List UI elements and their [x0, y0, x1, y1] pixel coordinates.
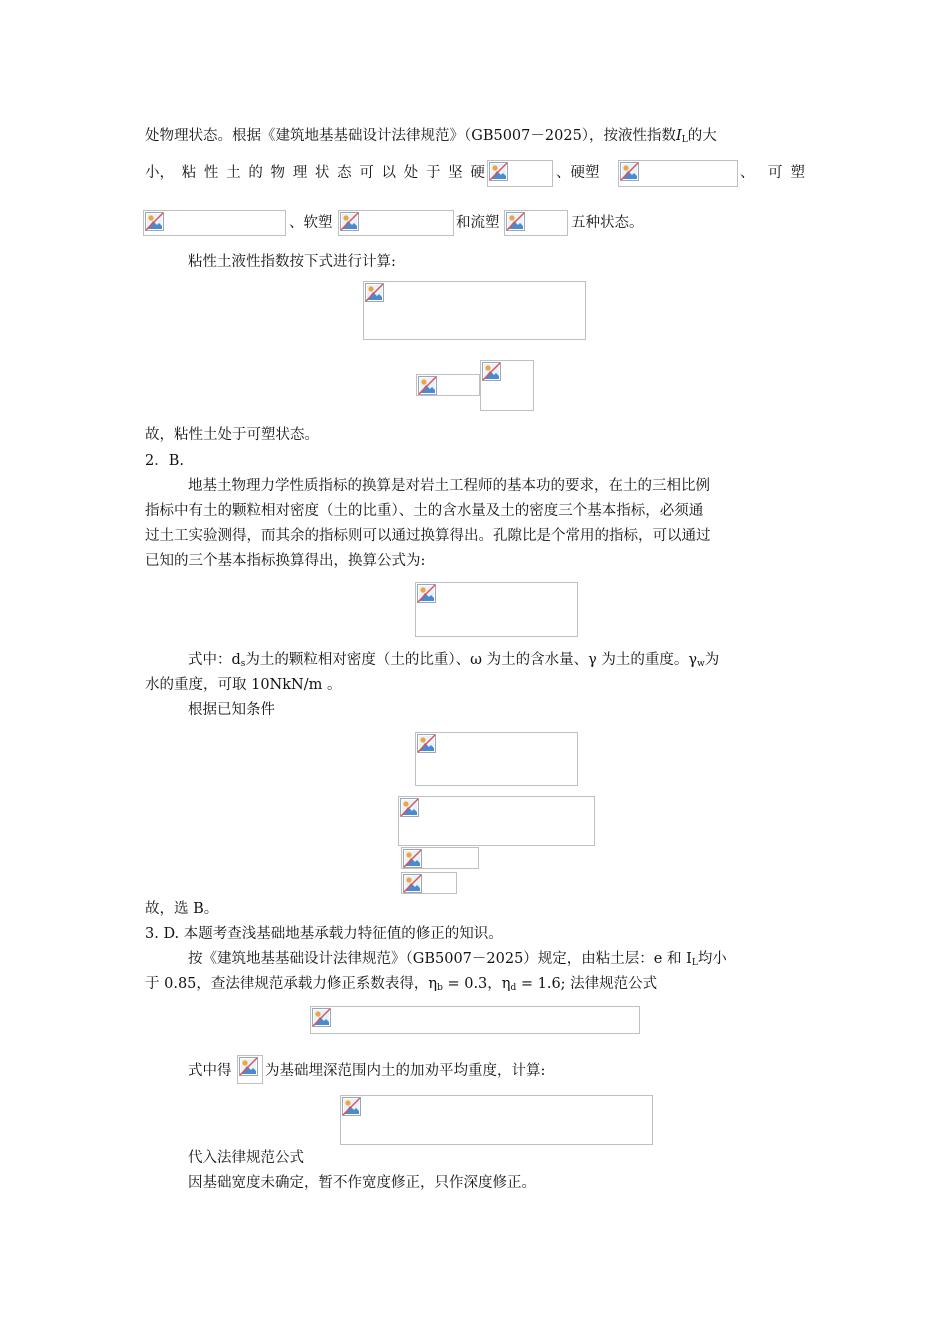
broken-image-icon — [365, 283, 384, 302]
formula-image — [504, 210, 568, 236]
formula-image — [480, 360, 534, 411]
broken-image-icon — [417, 584, 436, 603]
broken-image-icon — [342, 1097, 361, 1116]
broken-image-icon — [417, 734, 436, 753]
formula-image — [143, 210, 286, 236]
broken-image-icon — [418, 376, 437, 395]
text: 可 — [359, 165, 374, 181]
broken-image-icon — [489, 162, 508, 181]
text-line — [145, 974, 657, 998]
text: 硬 — [470, 165, 485, 181]
broken-image-icon — [506, 212, 525, 231]
formula-image — [416, 374, 480, 396]
text: 可塑 — [768, 165, 813, 181]
text-line — [188, 949, 727, 973]
text: 五种状态。 — [571, 215, 644, 231]
text: 粘 — [181, 165, 197, 181]
broken-image-icon — [482, 362, 501, 381]
text: 为土的颗粒相对密度（土的比重）、ω 为土的含水量、γ 为土的重度。γ — [245, 652, 698, 668]
text-line — [145, 126, 717, 150]
text: 粘性土液性指数按下式进行计算: — [188, 254, 396, 270]
text: 因基础宽度未确定，暂不作宽度修正，只作深度修正。 — [188, 1175, 536, 1191]
text: 处物理状态。根据《建筑地基基础设计法律规范》（GB5007－2025），按液性指数 — [145, 128, 677, 144]
text: 、 — [740, 165, 755, 181]
text: 、硬塑 — [556, 165, 600, 181]
formula-image — [338, 210, 454, 236]
formula-image — [310, 1006, 640, 1034]
subscript: b — [437, 983, 443, 993]
text: 性 — [203, 165, 219, 181]
text-line — [145, 163, 485, 183]
text: 式中得 — [188, 1063, 232, 1079]
text: 物 — [270, 165, 286, 181]
text: 、软塑 — [289, 215, 333, 231]
broken-image-icon — [239, 1057, 258, 1076]
text: 水的重度，可取 10NkN/m 。 — [145, 677, 342, 693]
text-line — [188, 650, 719, 674]
text: = 0.3，η — [442, 976, 511, 992]
text: 地基土物理力学性质指标的换算是对岩土工程师的基本功的要求，在土的三相比例 — [188, 478, 710, 494]
subscript: w — [697, 659, 705, 669]
formula-image — [487, 160, 553, 187]
text: 土 — [226, 165, 241, 181]
text: 代入法律规范公式 — [188, 1150, 304, 1166]
broken-image-icon — [312, 1008, 331, 1027]
subscript: s — [240, 659, 246, 669]
broken-image-icon — [145, 212, 164, 231]
text: 状 — [314, 165, 330, 181]
text: 的大 — [687, 128, 717, 144]
text: 指标中有土的颗粒相对密度（土的比重）、土的含水量及土的密度三个基本指标，必须通 — [145, 503, 704, 519]
text: 故，粘性土处于可塑状态。 — [145, 427, 319, 443]
text: 按《建筑地基基础设计法律规范》（GB5007－2025）规定，由粘土层：e 和 I — [188, 951, 692, 967]
text: 过土工实验测得，而其余的指标则可以通过换算得出。孔隙比是个常用的指标，可以通过 — [145, 528, 711, 544]
formula-image — [401, 847, 479, 869]
text: 为 — [704, 652, 720, 668]
formula-image — [415, 582, 578, 637]
question-header: 3. D. 本题考查浅基础地基承载力特征值的修正的知识。 — [145, 926, 503, 942]
text: 理 — [292, 165, 308, 181]
formula-image — [340, 1095, 653, 1145]
text: 为基础埋深范围内土的加劝平均重度，计算: — [265, 1063, 546, 1079]
text: 式中：d — [188, 652, 241, 668]
formula-image — [363, 281, 586, 340]
text: 和流塑 — [456, 215, 500, 231]
question-header: 2．B. — [145, 453, 184, 469]
text: 态 — [337, 165, 352, 181]
text: 均小 — [697, 951, 727, 967]
text: 于 — [425, 165, 441, 181]
text: 于 0.85，查法律规范承载力修正系数表得，η — [145, 976, 438, 992]
broken-image-icon — [620, 162, 639, 181]
text: 根据已知条件 — [188, 702, 275, 718]
text: 已知的三个基本指标换算得出，换算公式为: — [145, 553, 426, 569]
text: 处 — [403, 165, 419, 181]
text: = 1.6; 法律规范公式 — [516, 976, 658, 992]
subscript: L — [691, 958, 698, 968]
text: 以 — [381, 165, 397, 181]
broken-image-icon — [403, 874, 422, 893]
formula-image — [401, 872, 457, 894]
text: 坚 — [448, 165, 463, 181]
formula-image — [618, 160, 738, 187]
broken-image-icon — [340, 212, 359, 231]
text: 故，选 B。 — [145, 901, 219, 917]
broken-image-icon — [403, 849, 422, 868]
text: 的 — [248, 165, 263, 181]
formula-image — [237, 1055, 263, 1084]
subscript: L — [681, 135, 688, 145]
broken-image-icon — [400, 798, 419, 817]
formula-image — [415, 732, 578, 786]
text: 小， — [145, 165, 174, 181]
formula-image — [398, 796, 595, 846]
variable: I — [676, 128, 682, 144]
subscript: d — [510, 983, 517, 993]
